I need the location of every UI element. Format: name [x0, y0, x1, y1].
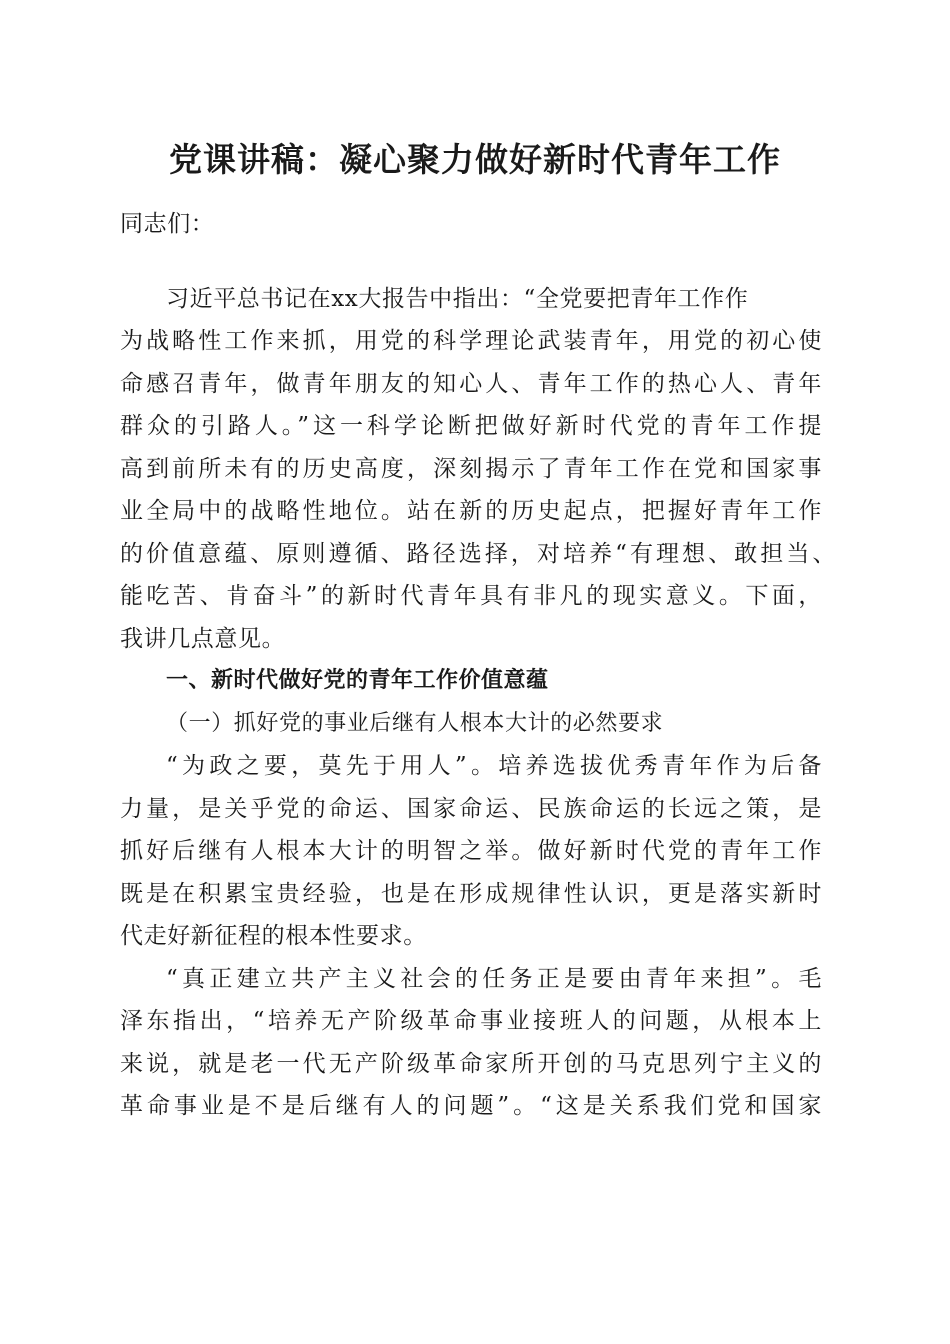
intro-line: 群众的引路人。”这一科学论断把做好新时代党的青年工作提	[120, 413, 822, 439]
intro-line: 业全局中的战略性地位。站在新的历史起点，把握好青年工作	[120, 498, 822, 524]
paragraph-line: 既是在积累宝贵经验，也是在形成规律性认识，更是落实新时	[120, 881, 822, 907]
paragraph-line: 代走好新征程的根本性要求。	[120, 923, 427, 949]
intro-line: 命感召青年，做青年朋友的知心人、青年工作的热心人、青年	[120, 371, 822, 397]
intro-line: 习近平总书记在xx大报告中指出：“全党要把青年工作作	[166, 286, 749, 312]
intro-line: 能吃苦、肯奋斗”的新时代青年具有非凡的现实意义。下面，	[120, 583, 822, 609]
paragraph-line: 力量，是关乎党的命运、国家命运、民族命运的长远之策，是	[120, 796, 822, 822]
greeting: 同志们：	[120, 211, 215, 237]
intro-line: 为战略性工作来抓，用党的科学理论武装青年，用党的初心使	[120, 328, 822, 354]
intro-line: 我讲几点意见。	[120, 626, 286, 652]
paragraph-line: 泽东指出，“培养无产阶级革命事业接班人的问题，从根本上	[120, 1008, 822, 1034]
section-heading: 一、新时代做好党的青年工作价值意蕴	[166, 668, 549, 693]
document-title: 党课讲稿：凝心聚力做好新时代青年工作	[169, 140, 781, 179]
intro-line: 高到前所未有的历史高度，深刻揭示了青年工作在党和国家事	[120, 456, 822, 482]
intro-line: 的价值意蕴、原则遵循、路径选择，对培养“有理想、敢担当、	[120, 541, 836, 567]
paragraph-line: 革命事业是不是后继有人的问题”。“这是关系我们党和国家	[120, 1093, 822, 1119]
subsection-heading: （一）抓好党的事业后继有人根本大计的必然要求	[166, 711, 664, 736]
paragraph-line: 来说，就是老一代无产阶级革命家所开创的马克思列宁主义的	[120, 1051, 822, 1077]
paragraph-line: 抓好后继有人根本大计的明智之举。做好新时代党的青年工作	[120, 838, 822, 864]
paragraph-line: “真正建立共产主义社会的任务正是要由青年来担”。毛	[166, 966, 822, 992]
paragraph-line: “为政之要，莫先于用人”。培养选拔优秀青年作为后备	[166, 753, 822, 779]
